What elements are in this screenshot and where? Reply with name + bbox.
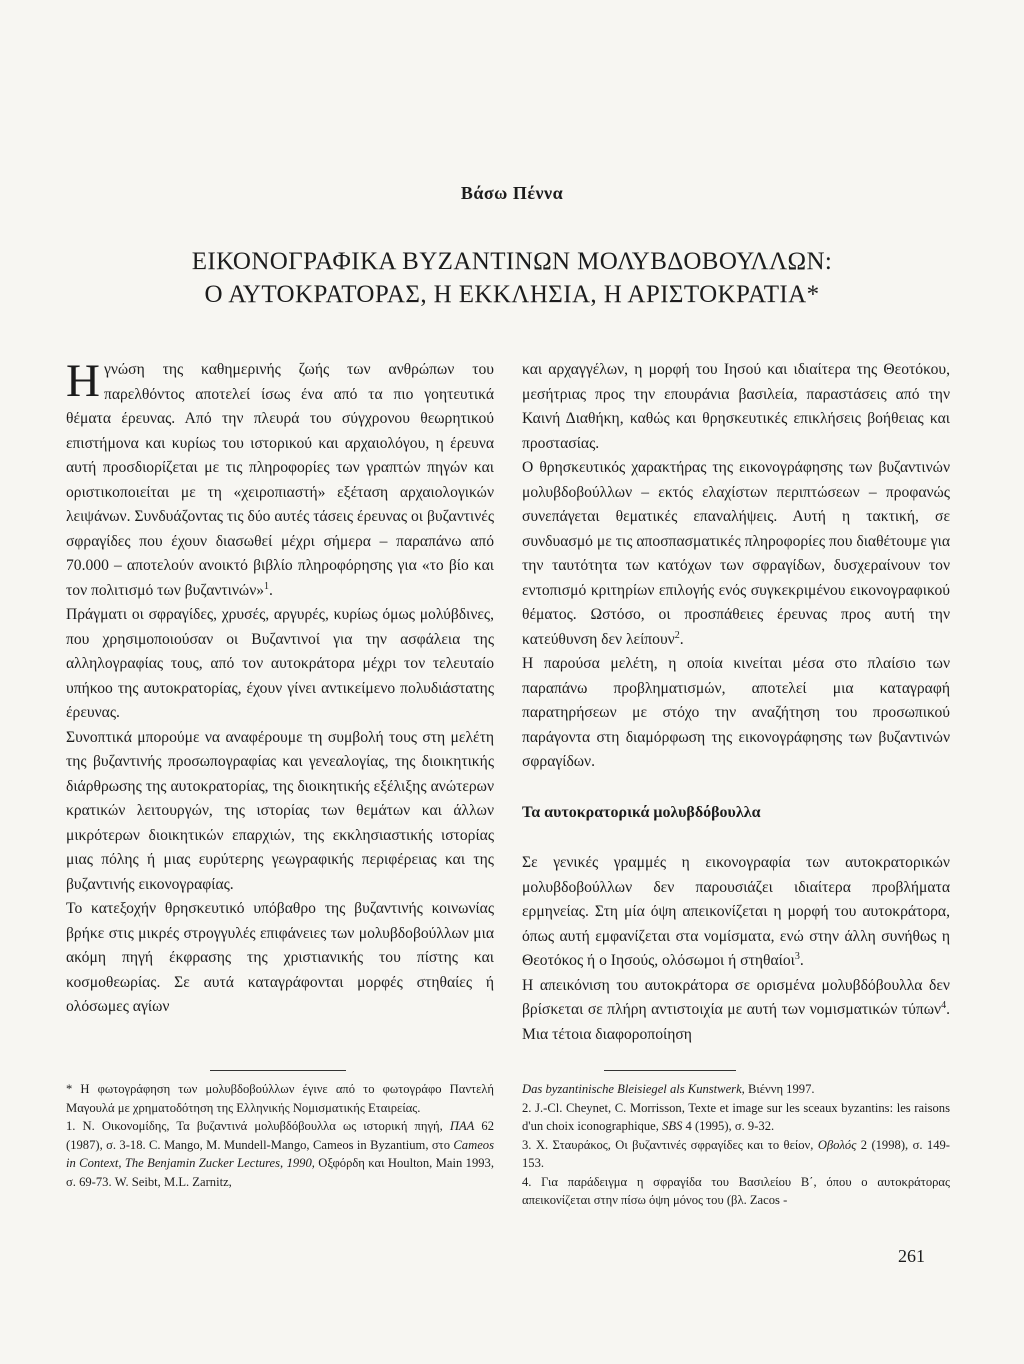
paragraph: Συνοπτικά μπορούμε να αναφέρουμε τη συμβολή τους στη μελέτη της βυζαντινής προσωπογραφίας και γενεαλογίας, της διοικητικής διάρθρωσης της αυτοκρατορίας, της διοικητικής εξέλιξης ανώτερων κρατικών λειτουργών, της ιστορίας των θεμάτων και άλλων μικρότερων διοικητικών επαρχιών, της εκκλησιαστικής ιστορίας μιας πόλης ή μιας ευρύτερης γεωγραφικής περιφέρειας και της βυζαντινής εικονογραφίας. bbox=[66, 728, 494, 893]
footnote-2: 2. J.-Cl. Cheynet, C. Morrisson, Texte et image sur les sceaux byzantins: les raisons d'un choix iconographique, SBS 4 (1995), σ. 9-32. bbox=[522, 1100, 950, 1133]
paragraph-text: . Μια τέτοια διαφοροποίηση bbox=[522, 1001, 950, 1043]
footnotes-right bbox=[522, 1080, 950, 1210]
paragraph-text: γνώση της καθημερινής ζωής των ανθρώπων του παρελθόντος αποτελεί ίσως ένα από τα πιο γοητευτικά θέματα έρευνας. Από την πλευρά του σύγχρονου θεωρητικού επιστήμονα και κυρίως του ιστορικού και αρχαιολόγου, η έρευνα αυτή προσδιορίζεται με τις πληροφορίες των γραπτών πηγών και οριστικοποιείται με τη «χειροπιαστή» εξέταση αρχαιολογικών λειψάνων. Συνδυάζοντας τις δύο αυτές τάσεις έρευνας οι βυζαντινές σφραγίδες που έχουν διασωθεί μέχρι σήμερα – παραπάνω από 70.000 – αποτελούν ανοικτό βιβλίο πληροφόρησης για «το βίο και τον πολιτισμό των βυζαντινών» bbox=[66, 361, 494, 599]
paragraph: Το κατεξοχήν θρησκευτικό υπόβαθρο της βυζαντινής κοινωνίας βρήκε στις μικρές στρογγυλές επιφάνειες των μολυβδοβούλλων μια ακόμη πηγή έκφρασης της χριστιανικής του πίστης και κοσμοθεωρίας. Σε αυτά καταγράφονται μορφές στηθαίες ή ολόσωμες αγίων bbox=[66, 900, 494, 1015]
paragraph-text: Ο θρησκευτικός χαρακτήρας της εικονογράφησης των βυζαντινών μολυβδοβούλλων – εκτός ελαχίστων περιπτώσεων – προφανώς συνεπάγεται θεματικές επαναλήψεις. Αυτή η τακτική, σε συνδυασμό με τις αποσπασματικές πληροφορίες που διαθέτουμε για την ταυτότητα των κατόχων των σφραγίδων, δυσχεραίνουν τον εντοπισμό κριτηρίων επιλογής ενός συγκεκριμένου εικονογραφικού θέματος. Ωστόσο, οι προσπάθειες έρευνας προς αυτή την κατεύθυνση δεν λείπουν bbox=[522, 459, 950, 648]
article-title bbox=[0, 245, 1024, 311]
section-heading: Τα αυτοκρατορικά μολυβδόβουλλα bbox=[522, 803, 761, 821]
title-line-1: ΕΙΚΟΝΟΓΡΑΦΙΚΑ ΒΥΖΑΝΤΙΝΩΝ ΜΟΛΥΒΔΟΒΟΥΛΛΩΝ: bbox=[191, 248, 833, 275]
footnote-1: 1. Ν. Οικονομίδης, Τα βυζαντινά μολυβδόβουλλα ως ιστορική πηγή, ΠΑΑ 62 (1987), σ. 3-18. C. Mango, M. Mundell-Mango, Cameos in Byzantium, στο Cameos in Context, The Benjamin Zucker Lectures, 1990, Οξφόρδη και Houlton, Main 1993, σ. 69-73. W. Seibt, M.L. Zarnitz, bbox=[66, 1119, 494, 1189]
footnote-ref: 3 bbox=[794, 950, 800, 962]
paragraph: Η παρούσα μελέτη, η οποία κινείται μέσα στο πλαίσιο των παραπάνω προβληματισμών, αποτελεί μια καταγραφή παρατηρήσεων με στόχο την αναζήτηση του προσωπικού παράγοντα στη διαμόρφωση της εικονογράφησης των βυζαντινών σφραγίδων. bbox=[522, 655, 950, 770]
footnote-ref: 1 bbox=[264, 580, 270, 592]
paragraph-text: Σε γενικές γραμμές η εικονογραφία των αυτοκρατορικών μολυβδοβούλλων δεν παρουσιάζει ιδιαίτερα προβλήματα ερμηνείας. Στη μία όψη απεικονίζεται η μορφή του αυτοκράτορα, όπως αυτή εμφανίζεται στα νομίσματα, ενώ στην άλλη συνήθως η Θεοτόκος ή ο Ιησούς, ολόσωμοι ή στηθαίοι bbox=[522, 854, 950, 969]
footnotes-left bbox=[66, 1080, 494, 1191]
footnote-divider bbox=[210, 1070, 346, 1071]
paragraph-text: Η απεικόνιση του αυτοκράτορα σε ορισμένα μολυβδόβουλλα δεν βρίσκεται σε πλήρη αντιστοιχία με αυτή των νομισματικών τύπων bbox=[522, 976, 950, 1018]
title-line-2: Ο ΑΥΤΟΚΡΑΤΟΡΑΣ, Η ΕΚΚΛΗΣΙΑ, Η ΑΡΙΣΤΟΚΡΑΤΙΑ* bbox=[204, 281, 820, 308]
page-number: 261 bbox=[898, 1246, 925, 1266]
footnote-divider bbox=[604, 1070, 736, 1071]
footnote-star: * Η φωτογράφηση των μολυβδοβούλλων έγινε από το φωτογράφο Παντελή Μαγουλά με χρηματοδότηση της Ελληνικής Νομισματικής Εταιρείας. bbox=[66, 1082, 494, 1115]
footnote-4: 4. Για παράδειγμα η σφραγίδα του Βασιλείου Β΄, όπου ο αυτοκράτορας απεικονίζεται στην πίσω όψη μόνος του (βλ. Zacos - bbox=[522, 1174, 950, 1207]
drop-cap: Η bbox=[66, 355, 100, 407]
paragraph: Ο θρησκευτικός χαρακτήρας της εικονογράφησης των βυζαντινών μολυβδοβούλλων – εκτός ελαχίστων περιπτώσεων – προφανώς συνεπάγεται θεματικές επαναλήψεις. Αυτή η τακτική, σε συνδυασμό με τις αποσπασματικές πληροφορίες που διαθέτουμε για την ταυτότητα των κατόχων των σφραγίδων, δυσχεραίνουν τον εντοπισμό κριτηρίων επιλογής ενός συγκεκριμένου εικονογραφικού θέματος. Ωστόσο, οι προσπάθειες έρευνας προς αυτή την κατεύθυνση δεν λείπουν$^2$. bbox=[522, 459, 950, 648]
footnote-ref: 2 bbox=[674, 629, 680, 641]
paragraph: και αρχαγγέλων, η μορφή του Ιησού και ιδιαίτερα της Θεοτόκου, μεσήτριας προς την επουράνια βασιλεία, παραστάσεις από την Καινή Διαθήκη, καθώς και θρησκευτικές επικλήσεις βοήθειας και προστασίας. bbox=[522, 361, 950, 452]
footnote-ref: 4 bbox=[941, 999, 947, 1011]
right-text-column bbox=[522, 358, 950, 1047]
footnote-continuation: Das byzantinische Bleisiegel als Kunstwerk, Βιέννη 1997. bbox=[522, 1082, 815, 1096]
left-text-column bbox=[66, 355, 494, 1020]
paragraph: Ηγνώση της καθημερινής ζωής των ανθρώπων του παρελθόντος αποτελεί ίσως ένα από τα πιο γοητευτικά θέματα έρευνας. Από την πλευρά του σύγχρονου θεωρητικού επιστήμονα και κυρίως του ιστορικού και αρχαιολόγου, η έρευνα αυτή προσδιορίζεται με τις πληροφορίες των γραπτών πηγών και οριστικοποιείται με τη «χειροπιαστή» εξέταση αρχαιολογικών λειψάνων. Συνδυάζοντας τις δύο αυτές τάσεις έρευνας οι βυζαντινές σφραγίδες που έχουν διασωθεί μέχρι σήμερα – παραπάνω από 70.000 – αποτελούν ανοικτό βιβλίο πληροφόρησης για «το βίο και τον πολιτισμό των βυζαντινών»$^1$. bbox=[66, 355, 494, 599]
paragraph bbox=[522, 974, 950, 1048]
paragraph: Πράγματι οι σφραγίδες, χρυσές, αργυρές, κυρίως όμως μολύβδινες, που χρησιμοποιούσαν οι Βυζαντινοί για την ασφάλεια της αλληλογραφίας τους, από τον αυτοκράτορα μέχρι τον τελευταίο υπήκοο της αυτοκρατορίας, έχουν γίνει αντικείμενο πολυδιάστατης έρευνας. bbox=[66, 606, 494, 721]
footnote-3: 3. Χ. Σταυράκος, Οι βυζαντινές σφραγίδες και το θείον, Οβολός 2 (1998), σ. 149-153. bbox=[522, 1137, 950, 1170]
author-name: Βάσω Πέννα bbox=[460, 183, 564, 203]
paragraph: Σε γενικές γραμμές η εικονογραφία των αυτοκρατορικών μολυβδοβούλλων δεν παρουσιάζει ιδιαίτερα προβλήματα ερμηνείας. Στη μία όψη απεικονίζεται η μορφή του αυτοκράτορα, όπως αυτή εμφανίζεται στα νομίσματα, ενώ στην άλλη συνήθως η Θεοτόκος ή ο Ιησούς, ολόσωμοι ή στηθαίοι$^3$. bbox=[522, 854, 950, 969]
